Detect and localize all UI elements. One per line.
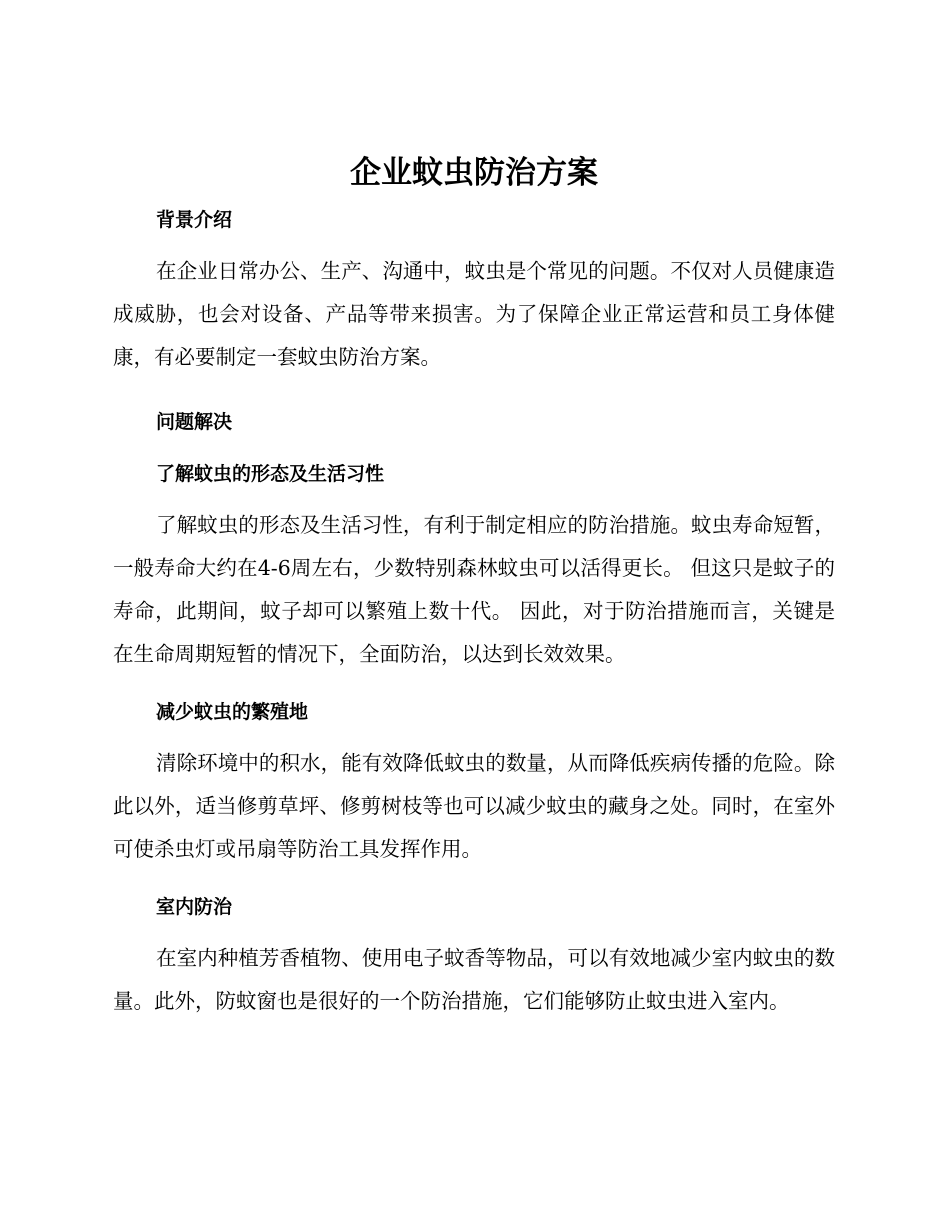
section-heading-indoor-control: 室内防治 <box>156 896 233 918</box>
section-paragraph-background: 在企业日常办公、生产、沟通中，蚊虫是个常见的问题。不仅对人员健康造成威胁，也会对设备、产品等带来损害。为了保障企业正常运营和员工身体健康，有必要制定一套蚊虫防治方案。 <box>113 259 835 369</box>
section-paragraph-indoor-control: 在室内种植芳香植物、使用电子蚊香等物品，可以有效地减少室内蚊虫的数量。此外，防蚊窗也是很好的一个防治措施，它们能够防止蚊虫进入室内。 <box>113 946 835 1013</box>
section-paragraph-breeding-sites: 清除环境中的积水，能有效降低蚊虫的数量，从而降低疾病传播的危险。除此以外，适当修剪草坪、修剪树枝等也可以减少蚊虫的藏身之处。同时，在室外可使杀虫灯或吊扇等防治工具发挥作用。 <box>113 751 835 861</box>
section-heading-breeding-sites: 减少蚊虫的繁殖地 <box>156 701 309 723</box>
document-title: 企业蚊虫防治方案 <box>350 155 598 191</box>
section-heading-mosquito-habits: 了解蚊虫的形态及生活习性 <box>156 463 385 485</box>
section-paragraph-mosquito-habits: 了解蚊虫的形态及生活习性，有利于制定相应的防治措施。蚊虫寿命短暂， 一般寿命大约在4-6周左右，少数特别森林蚊虫可以活得更长。 但这只是蚊子的寿命，此期间，蚊子却可以繁殖上数十代。 因此，对于防治措施而言，关键是在生命周期短暂的情况下，全面防治，以达到长效效果。 <box>113 513 835 666</box>
document-body <box>113 150 835 1023</box>
section-heading-solution: 问题解决 <box>156 411 233 433</box>
section-heading-background: 背景介绍 <box>156 209 233 231</box>
